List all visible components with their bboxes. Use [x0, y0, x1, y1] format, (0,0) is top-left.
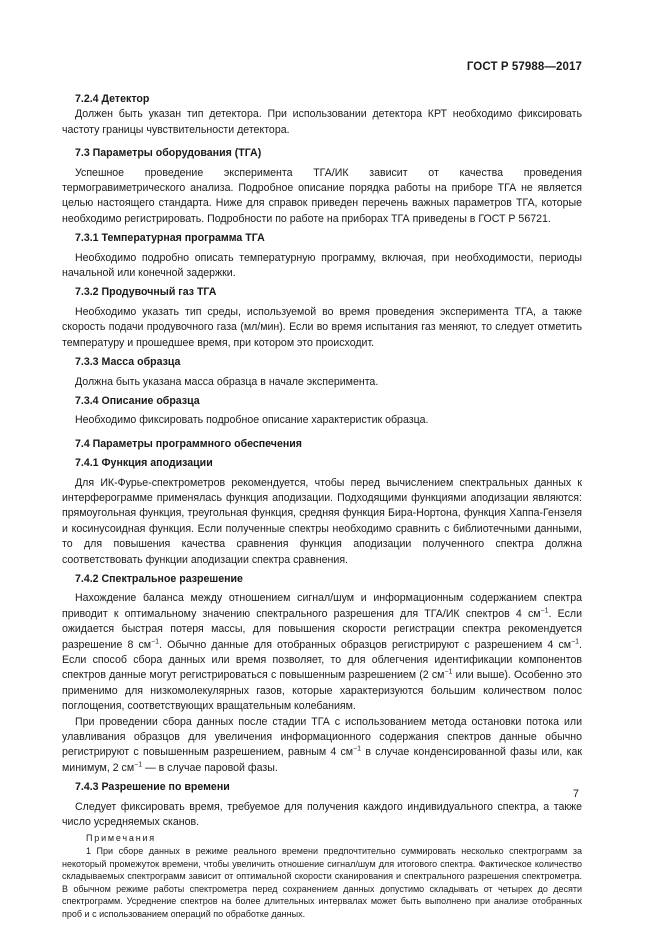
section-heading: 7.3.2 Продувочный газ ТГА	[75, 286, 217, 299]
section-heading: 7.4 Параметры программного обеспечения	[75, 437, 302, 450]
paragraph: Следует фиксировать время, требуемое для получения каждого индивидуального спектра, а также число усредняемых сканов.	[62, 800, 582, 829]
section-heading: 7.3.1 Температурная программа ТГА	[75, 232, 265, 245]
paragraph: Нахождение баланса между отношением сигнал/шум и информационным содержанием спектра приводит к оптимальному значению спектрального разрешения для ТГА/ИК спектров 4 $см^{-1}$. Если ожидается быстрая потеря массы, для повышения скорости регистрации спектра рекомендуется разрешение 8 $см^{-1}$. Обычно данные для отобранных образцов регистрируют с разрешением 4 $см^{-1}$. Если способ сбора данных или время позволяет, то для облегчения идентификации компонентов спектров данные могут регистрироваться с повышенным разрешением (2 $см^{-1}$ или выше). Особенно это применимо для низкомолекулярных газов, которые характеризуются большим количеством полос поглощения, соответствующих вращательным колебаниям.	[62, 592, 582, 713]
standard-header: ГОСТ Р 57988—2017	[466, 61, 582, 73]
paragraph: Должна быть указана масса образца в начале эксперимента.	[75, 375, 379, 388]
section-heading: 7.4.2 Спектральное разрешение	[75, 572, 243, 585]
paragraph: Необходимо фиксировать подробное описание характеристик образца.	[75, 414, 429, 427]
notes-heading: Примечания	[86, 833, 156, 844]
paragraph: Необходимо подробно описать температурную программу, включая, при необходимости, периоды начальной или конечной задержки.	[62, 251, 582, 280]
paragraph: При проведении сбора данных после стадии ТГА с использованием метода остановки потока или улавливания образцов для увеличения информационного содержания спектров данные обычно регистрируют с повышенным разрешением, равным 4 $см^{-1}$ в случае конденсированной фазы или, как минимум, 2 $см^{-1}$ — в случае паровой фазы.	[62, 715, 582, 774]
section-heading: 7.3 Параметры оборудования (ТГА)	[75, 147, 262, 160]
paragraph: Должен быть указан тип детектора. При использовании детектора КРТ необходимо фиксировать частоту границы чувствительности детектора.	[62, 108, 582, 136]
note-text: 1 При сборе данных в режиме реального времени предпочтительно суммировать несколько спектрограмм за некоторый промежуток времени, чтобы увеличить отношение сигнал/шум для итогового спектра. Фактическое количество складываемых спектрограмм зависит от оптимальной скорости сканирования и спектрального разрешения спектрометра. В обычном режиме работы спектрометра перед сохранением данных допустимо складывать от четырех до десяти спектрограмм. Усреднение спектров на более длительных интервалах может быть выполнено при анализе отобранных проб и с использованием операций по обработке данных.	[62, 846, 582, 919]
paragraph: Необходимо указать тип среды, используемой во время проведения эксперимента ТГА, а также скорость подачи продувочного газа (мл/мин). Если во время испытания газ меняют, то следует отметить температуру и прошедшее время, при котором это происходит.	[62, 305, 582, 349]
paragraph: Для ИК-Фурье-спектрометров рекомендуется, чтобы перед вычислением спектральных данных к интерферограмме применялась функция аподизации. Подходящими функциями аподизации являются: прямоугольная функция, треугольная функция, средняя функция Бира-Нортона, функция Хаппа-Гензеля и косинусоидная функция. Если полученные спектры необходимо сравнить с библиотечными данными, то для повышения качества сравнения функция аподизации полученного спектра должна соответствовать функции аподизации спектра сравнения.	[62, 476, 582, 566]
document-body	[62, 92, 582, 920]
section-heading: 7.4.3 Разрешение по времени	[75, 781, 230, 794]
section-heading: 7.3.4 Описание образца	[75, 394, 200, 407]
section-heading: 7.3.3 Масса образца	[75, 356, 181, 369]
paragraph: Успешное проведение эксперимента ТГА/ИК зависит от качества проведения термогравиметрического анализа. Подробное описание порядка работы на приборе ТГА не является целью настоящего стандарта. Ниже для справок приведен перечень важных параметров ТГА, которые необходимо регистрировать. Подробности по работе на приборах ТГА приведены в ГОСТ Р 56721.	[62, 166, 582, 225]
section-heading: 7.2.4 Детектор	[75, 93, 150, 105]
page-number: 7	[572, 788, 579, 800]
section-heading: 7.4.1 Функция аподизации	[75, 457, 213, 470]
